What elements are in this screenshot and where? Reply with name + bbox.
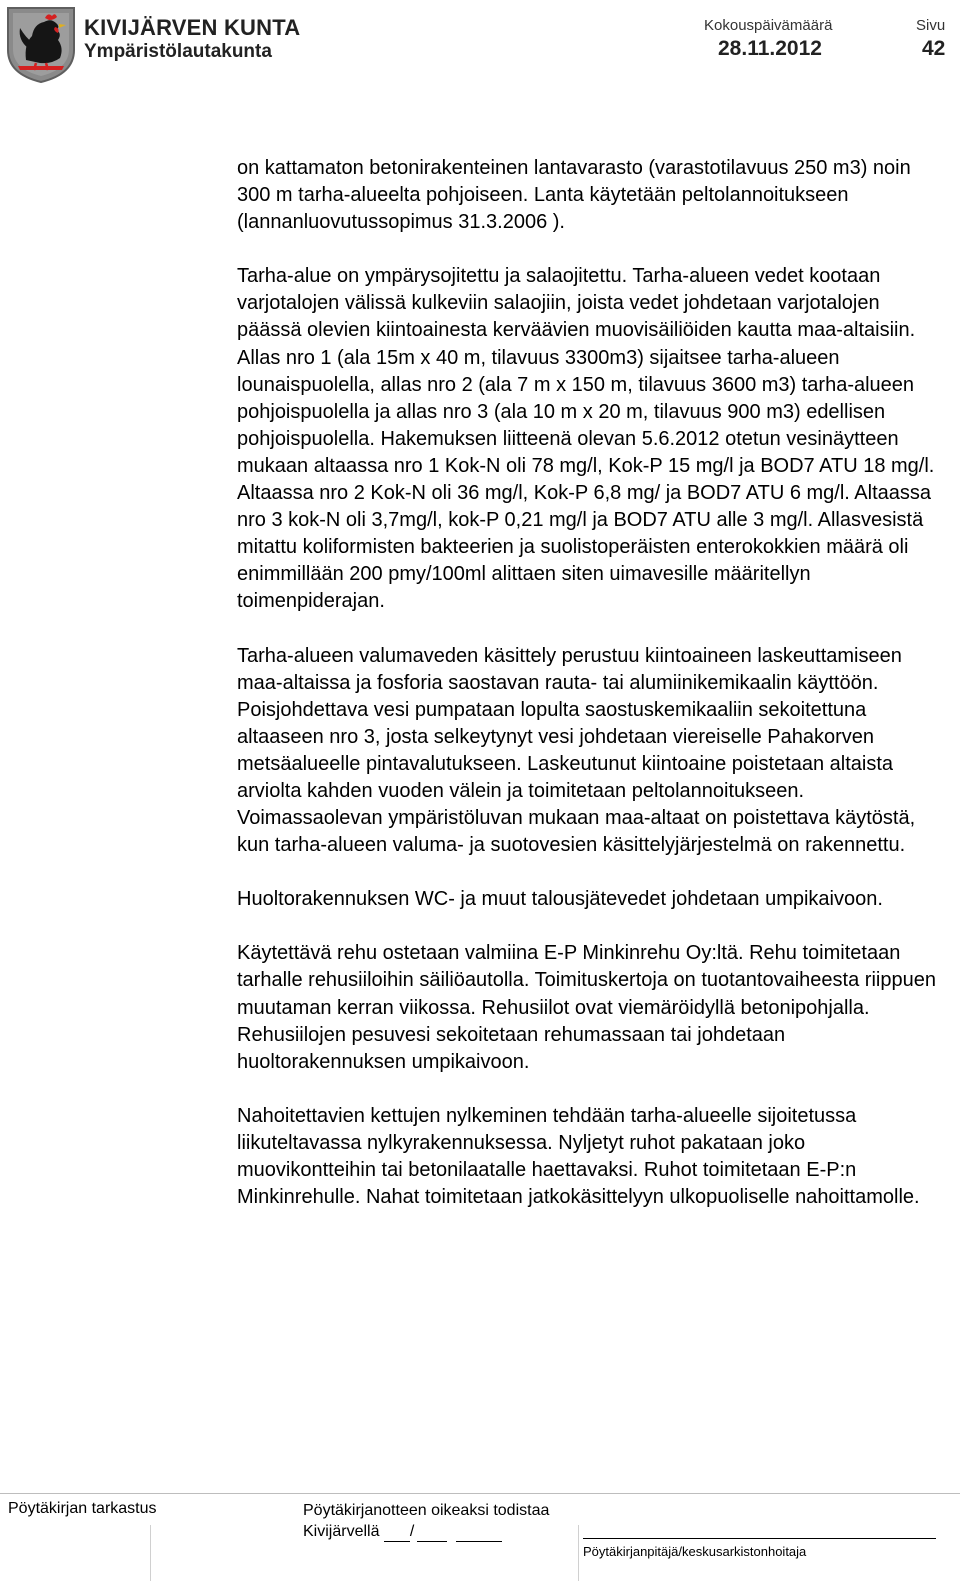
body-paragraph: on kattamaton betonirakenteinen lantavarasto (varastotilavuus 250 m3) noin 300 m tarha-alueelta pohjoiseen. Lanta käytetään peltolannoitukseen (lannanluovutussopimus 31.3.2006 ). — [237, 157, 911, 234]
date-separator: / — [409, 1523, 415, 1540]
body-paragraph: Tarha-alue on ympärysojitettu ja salaojitettu. Tarha-alueen vedet kootaan varjotalojen välissä kulkeviin salaojiin, joista vedet johdetaan varjotalojen päässä olevien kiintoainesta kerväävien muovisäiliöiden kautta maa-altaisiin. Allas nro 1 (ala 15m x 40 m, tilavuus 3300m3) sijaitsee tarha-alueen lounaispuolella, allas nro 2 (ala 7 m x 150 m, tilavuus 3600 m3) tarha-alueen pohjoispuolella ja allas nro 3 (ala 10 m x 20 m, tilavuus 900 m3) edellisen pohjoispuolella. Hakemuksen liitteenä olevan 5.6.2012 otetun vesinäytteen mukaan altaassa nro 1 Kok-N oli 78 mg/l, Kok-P 15 mg/l ja BOD7 ATU 18 mg/l. Altaassa nro 2 Kok-N oli 36 mg/l, Kok-P 6,8 mg/ ja BOD7 ATU 6 mg/l. Altaassa nro 3 kok-N oli 3,7mg/l, kok-P 0,21 mg/l ja BOD7 ATU alle 3 mg/l. Allasvesistä mitattu koliformisten bakteerien ja suolistoperäisten enterokokkien määrä oli enimmillään 200 pmy/100ml alittaen siten uimavesille määritellyn toimenpiderajan. — [237, 265, 935, 613]
day-blank — [384, 1525, 410, 1542]
footer-column-divider — [150, 1525, 151, 1581]
certification-block — [303, 1500, 549, 1542]
signer-title: Pöytäkirjanpitäjä/keskusarkistonhoitaja — [583, 1544, 807, 1559]
certification-label: Pöytäkirjanotteen oikeaksi todistaa — [303, 1502, 550, 1519]
municipality-crest — [4, 4, 78, 84]
header-organization — [84, 16, 300, 62]
year-blank — [456, 1525, 502, 1542]
body-paragraph: Nahoitettavien kettujen nylkeminen tehdään tarha-alueelle sijoitetussa liikuteltavassa nylkyrakennuksessa. Nyljetyt ruhot pakataan joko muovikontteihin tai betonilaatalle haettavaksi. Ruhot toimitetaan E-P:n Minkinrehulle. Nahat toimitetaan jatkokäsittelyyn ulkopuoliselle nahoittamolle. — [237, 1104, 920, 1209]
footer-column-divider — [578, 1525, 579, 1581]
document-body — [237, 155, 949, 1238]
signature-line — [583, 1538, 936, 1539]
kivijarvi-coat-of-arms-icon — [4, 4, 78, 84]
page-label: Sivu — [916, 17, 946, 34]
minutes-review-label: Pöytäkirjan tarkastus — [8, 1500, 157, 1517]
certification-place-date — [303, 1521, 549, 1542]
body-paragraph: Huoltorakennuksen WC- ja muut talousjätevedet johdetaan umpikaivoon. — [237, 888, 883, 911]
board-name: Ympäristölautakunta — [84, 41, 272, 63]
municipality-name: KIVIJÄRVEN KUNTA — [84, 15, 301, 40]
page-number: 42 — [922, 37, 946, 60]
meeting-date-value: 28.11.2012 — [718, 37, 822, 60]
month-blank — [417, 1525, 447, 1542]
meeting-date-label: Kokouspäivämäärä — [704, 17, 833, 34]
body-paragraph: Käytettävä rehu ostetaan valmiina E-P Minkinrehu Oy:ltä. Rehu toimitetaan tarhalle rehusiiloihin säiliöautolla. Toimituskertoja on tuotantovaiheesta riippuen muutaman kerran viikossa. Rehusiilot ovat viemäröidyllä betonipohjalla. Rehusiilojen pesuvesi sekoitetaan rehumassaan tai johdetaan huoltorakennuksen umpikaivoon. — [237, 942, 936, 1073]
footer-divider — [0, 1493, 960, 1494]
certification-place: Kivijärvellä — [303, 1523, 380, 1540]
body-paragraph: Tarha-alueen valumaveden käsittely perustuu kiintoaineen laskeuttamiseen maa-altaissa ja fosforia saostavan rauta- tai alumiinikemikaalin käyttöön. Poisjohdettava vesi pumpataan lopulta saostuskemikaaliin sekoitettuna altaaseen nro 3, josta selkeytynyt vesi johdetaan viereiselle Pahakorven metsäalueelle pintavalutukseen. Laskeutunut kiintoaine poistetaan altaista arviolta kahden vuoden välein ja toimitetaan peltolannoitukseen. Voimassaolevan ympäristöluvan mukaan maa-altaat on poistettava käytöstä, kun tarha-alueen valuma- ja suotovesien käsittelyjärjestelmä on rakennettu. — [237, 644, 916, 857]
